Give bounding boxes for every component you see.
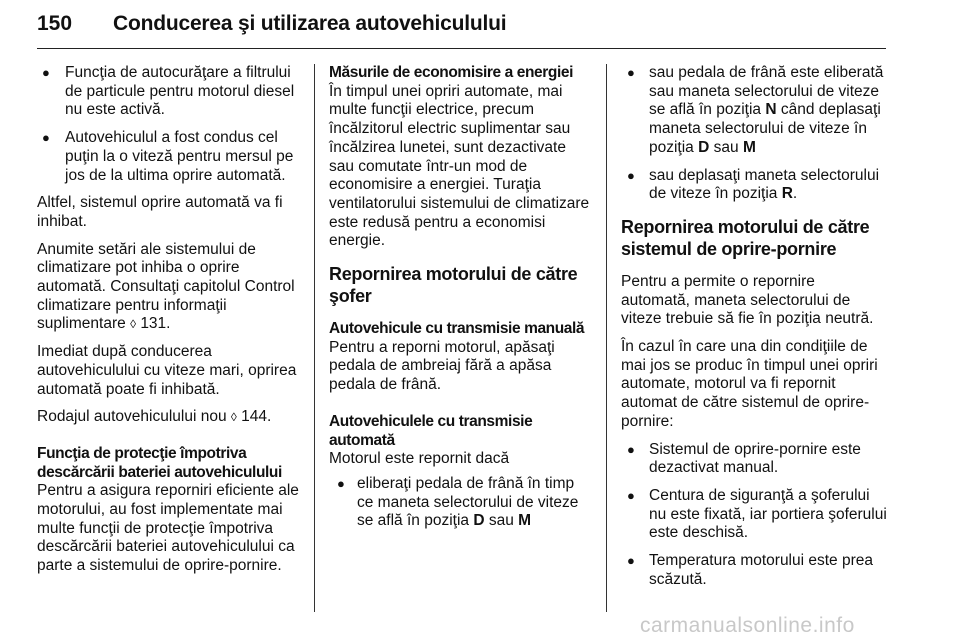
list-item: ● Temperatura motorului este prea scăzută.	[627, 552, 874, 588]
page-reference-link[interactable]: 131.	[140, 315, 171, 333]
paragraph: În timpul unei opriri automate, mai multe funcţii electrice, precum încălzitorul electric suplimentar sau încălzirea lunetei, sunt dezactivate sau comutate într-un mod de economisire a energiei. Turaţia ventilatorului sistemului de climatizare este redusă pentru a economisi energie.	[329, 82, 590, 250]
page-title: Conducerea şi utilizarea autovehiculului	[113, 12, 507, 35]
subheading: Măsurile de economisire a energiei	[329, 64, 573, 81]
paragraph: Pentru a reporni motorul, apăsaţi pedala de ambreiaj fără a apăsa pedala de frână.	[329, 338, 555, 394]
list-item: ● Sistemul de oprire-pornire este dezactivat manual.	[627, 440, 861, 477]
page-reference-icon: ◊	[230, 410, 237, 425]
page-reference-icon: ◊	[130, 317, 136, 332]
paragraph: Imediat după conducerea autovehiculului cu viteze mari, oprirea automată poate fi inhibată.	[37, 343, 297, 398]
paragraph: În cazul în care una din condiţiile de mai jos se produc în timpul unei opriri automate, motorul va fi repornit automat de către sistemul de oprire-pornire:	[621, 338, 878, 430]
section-heading: Repornirea motorului de către sistemul de oprire-pornire	[621, 216, 870, 259]
bullet-icon: ●	[42, 130, 50, 146]
subheading: Autovehiculele cu transmisie automată	[329, 412, 533, 449]
list-item: ● eliberaţi pedala de frână în timp ce maneta selectorului de viteze se află în poziţia D sau M	[337, 474, 579, 530]
page-number: 150	[37, 12, 73, 35]
list-item: ● Autovehiculul a fost condus cel puţin la o viteză pentru mersul pe jos de la ultima oprire automată.	[42, 129, 294, 184]
header-rule	[37, 48, 886, 49]
list-item: ● Centura de siguranţă a şoferului nu este fixată, iar portiera şoferului este deschisă.	[627, 486, 887, 542]
list-item: ● sau pedala de frână este eliberată sau maneta selectorului de viteze se află în poziţia N când deplasaţi maneta selectorului de viteze în poziţia D sau M	[627, 64, 884, 156]
page-header	[37, 10, 887, 50]
bullet-icon: ●	[627, 441, 635, 457]
bullet-icon: ●	[337, 475, 345, 491]
paragraph: Motorul este repornit dacă	[329, 450, 510, 468]
paragraph: Altfel, sistemul oprire automată va fi inhibat.	[37, 194, 283, 230]
bullet-icon: ●	[627, 65, 635, 80]
bullet-icon: ●	[627, 487, 635, 503]
bullet-icon: ●	[627, 553, 635, 569]
paragraph: Pentru a permite o repornire automată, maneta selectorului de viteze trebuie să fie în poziţia neutră.	[621, 272, 874, 328]
column-1	[37, 64, 299, 585]
bullet-icon: ●	[42, 65, 50, 80]
subheading: Autovehicule cu transmisie manuală	[329, 320, 585, 338]
section-heading: Repornirea motorului de către şofer	[329, 264, 578, 307]
subheading: Funcţia de protecţie împotriva descărcării bateriei autovehiculului	[37, 444, 282, 481]
column-divider-2	[606, 64, 607, 612]
bullet-icon: ●	[627, 167, 635, 183]
list-item: ● Funcţia de autocurăţare a filtrului de particule pentru motorul diesel nu este activă.	[42, 64, 295, 119]
list-item: ● sau deplasaţi maneta selectorului de viteze în poziţia R.	[627, 166, 880, 203]
paragraph: Anumite setări ale sistemului de climatizare pot inhiba o oprire automată. Consultaţi capitolul Control climatizare pentru informaţii suplimentare ◊ 131.	[37, 240, 295, 333]
paragraph: Pentru a asigura reporniri eficiente ale motorului, au fost implementate mai multe funcţii de protecţie împotriva descărcării bateriei autovehiculului ca parte a sistemului de oprire-pornire.	[37, 482, 299, 575]
column-3	[621, 64, 887, 598]
column-divider-1	[314, 64, 315, 612]
column-2	[329, 64, 591, 540]
watermark: carmanualsonline.info	[640, 614, 855, 637]
page-reference-link[interactable]: 144.	[241, 408, 272, 426]
paragraph: Rodajul autovehiculului nou ◊ 144.	[37, 408, 272, 426]
